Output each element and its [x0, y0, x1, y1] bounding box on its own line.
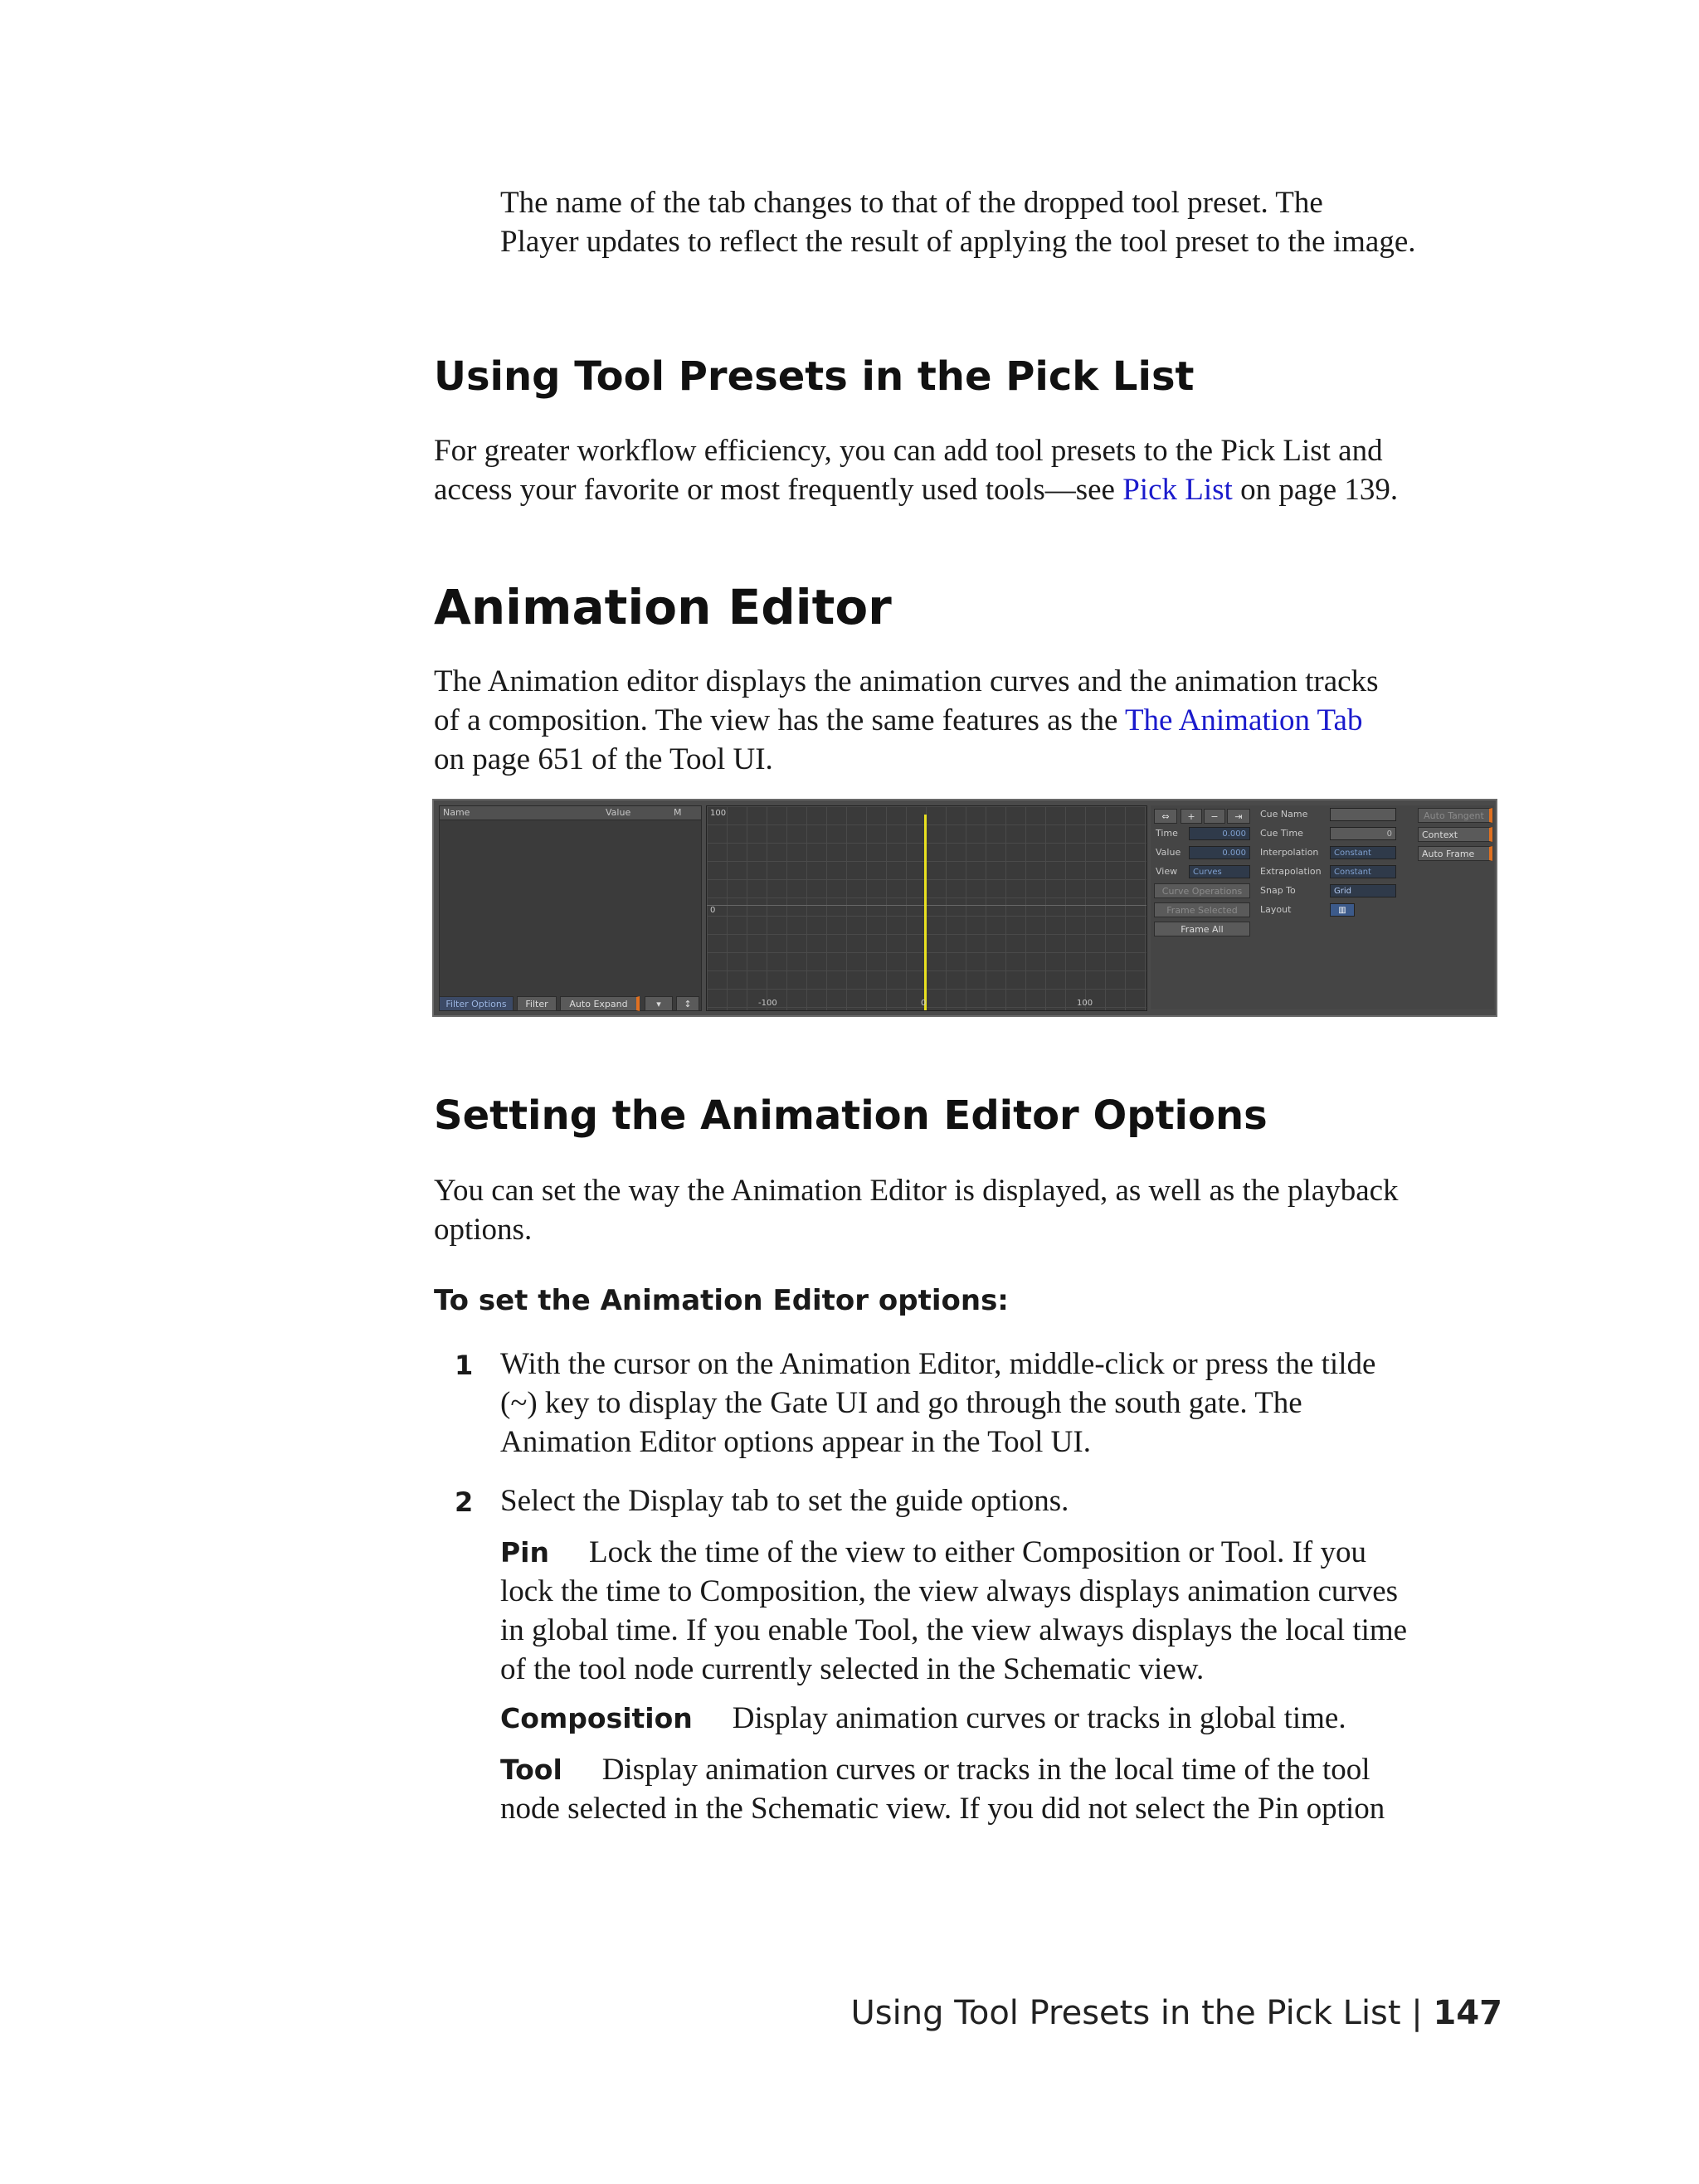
graph-x-axis [707, 905, 1146, 906]
section3-paragraph [434, 1171, 1399, 1249]
section3-line-1: You can set the way the Animation Editor is displayed, as well as the playback [434, 1174, 1399, 1208]
composition-text: Display animation curves or tracks in global time. [732, 1701, 1346, 1735]
tool-line-2: node selected in the Schematic view. If you did not select the Pin option [500, 1792, 1385, 1826]
section1-line-2-pre: access your favorite or most frequently used tools—see [434, 473, 1123, 507]
list-header-name[interactable]: Name [443, 807, 470, 818]
list-header-m[interactable]: M [674, 807, 682, 818]
graph-label-x-right: 100 [1077, 999, 1093, 1008]
cue-name-field[interactable] [1330, 808, 1396, 821]
step-1-line-3: Animation Editor options appear in the Tool UI. [500, 1425, 1091, 1459]
filter-button[interactable]: Filter [517, 996, 557, 1011]
cue-name-label: Cue Name [1260, 809, 1308, 820]
scroll-icon[interactable]: ↕ [676, 996, 699, 1011]
step-2-text: Select the Display tab to set the guide options. [500, 1484, 1069, 1518]
pick-list-link[interactable]: Pick List [1122, 473, 1233, 507]
filter-options-button[interactable]: Filter Options [439, 996, 514, 1011]
step-1-text [500, 1345, 1375, 1462]
time-field[interactable]: 0.000 [1189, 827, 1250, 840]
animation-tab-link[interactable]: The Animation Tab [1124, 703, 1363, 737]
section1-line-1: For greater workflow efficiency, you can add tool presets to the Pick List and [434, 434, 1383, 468]
value-field[interactable]: 0.000 [1189, 846, 1250, 859]
pin-term: Pin [500, 1536, 549, 1569]
step-2-number: 2 [455, 1486, 474, 1518]
curve-operations-button[interactable]: Curve Operations [1154, 883, 1250, 898]
interpolation-label: Interpolation [1260, 847, 1319, 858]
pin-line-2: lock the time to Composition, the view always displays animation curves [500, 1574, 1399, 1608]
time-cursor[interactable] [924, 815, 927, 1010]
graph-label-y-mid: 0 [710, 906, 716, 915]
layout-icon[interactable]: ▥ [1330, 903, 1355, 917]
sort-icon[interactable]: ▾ [645, 996, 673, 1011]
section1-paragraph [434, 431, 1398, 509]
pin-line-1: Lock the time of the view to either Composition or Tool. If you [589, 1535, 1366, 1569]
cue-time-label: Cue Time [1260, 828, 1303, 839]
auto-tangent-button[interactable]: Auto Tangent [1418, 808, 1492, 823]
section3-line-2: options. [434, 1213, 533, 1247]
list-header [440, 806, 701, 820]
heading-setting-options: Setting the Animation Editor Options [434, 1092, 1268, 1139]
section2-paragraph [434, 662, 1379, 779]
view-label: View [1156, 866, 1178, 877]
graph-label-y-top: 100 [710, 809, 727, 818]
step-1-line-2: (~) key to display the Gate UI and go through the south gate. The [500, 1386, 1302, 1420]
list-header-value[interactable]: Value [606, 807, 631, 818]
auto-expand-button[interactable]: Auto Expand [560, 996, 640, 1011]
section1-line-2-post: on page 139. [1232, 473, 1399, 507]
frame-icon[interactable]: ⇥ [1227, 809, 1250, 824]
page-number: 147 [1433, 1994, 1502, 2032]
interpolation-field[interactable]: Constant [1330, 846, 1396, 859]
intro-line-1: The name of the tab changes to that of the dropped tool preset. The [500, 186, 1323, 220]
animation-editor-screenshot [432, 799, 1497, 1017]
zoom-out-icon[interactable]: − [1204, 809, 1225, 824]
cue-time-field[interactable]: 0 [1330, 827, 1396, 840]
snap-to-field[interactable]: Grid [1330, 884, 1396, 897]
composition-term: Composition [500, 1702, 693, 1734]
extrapolation-field[interactable]: Constant [1330, 865, 1396, 878]
step-1-line-1: With the cursor on the Animation Editor, middle-click or press the tilde [500, 1347, 1376, 1381]
section2-line-1: The Animation editor displays the animation curves and the animation tracks [434, 664, 1379, 698]
pin-option [500, 1533, 1407, 1689]
page-footer [851, 1994, 1502, 2032]
section2-line-3: on page 651 of the Tool UI. [434, 742, 773, 776]
intro-paragraph [500, 183, 1416, 261]
tool-option [500, 1750, 1385, 1828]
frame-selected-button[interactable]: Frame Selected [1154, 902, 1250, 917]
heading-animation-editor: Animation Editor [434, 579, 892, 635]
value-label: Value [1156, 847, 1181, 858]
frame-all-button[interactable]: Frame All [1154, 922, 1250, 936]
graph-label-x-left: -100 [758, 999, 777, 1008]
view-field[interactable]: Curves [1189, 865, 1250, 878]
channel-list-panel [439, 805, 702, 1011]
extrapolation-label: Extrapolation [1260, 866, 1322, 877]
zoom-in-icon[interactable]: + [1181, 809, 1202, 824]
graph-label-x-mid: 0 [921, 999, 927, 1008]
section2-line-2-pre: of a composition. The view has the same features as the [434, 703, 1125, 737]
step-1-number: 1 [455, 1350, 474, 1381]
layout-label: Layout [1260, 904, 1292, 915]
pin-line-4: of the tool node currently selected in the Schematic view. [500, 1652, 1205, 1686]
auto-frame-button[interactable]: Auto Frame [1418, 846, 1492, 861]
tool-line-1: Display animation curves or tracks in the local time of the tool [601, 1753, 1370, 1787]
pin-line-3: in global time. If you enable Tool, the view always displays the local time [500, 1613, 1408, 1647]
composition-option [500, 1699, 1346, 1738]
footer-title: Using Tool Presets in the Pick List [850, 1994, 1401, 2032]
tool-term: Tool [500, 1754, 562, 1786]
curve-graph[interactable] [706, 805, 1147, 1011]
zoom-fit-icon[interactable]: ⇔ [1154, 809, 1177, 824]
intro-line-2: Player updates to reflect the result of applying the tool preset to the image. [500, 225, 1416, 259]
procedure-title: To set the Animation Editor options: [434, 1284, 1009, 1317]
time-label: Time [1156, 828, 1178, 839]
heading-using-tool-presets: Using Tool Presets in the Pick List [434, 353, 1195, 400]
footer-separator: | [1400, 1994, 1434, 2032]
context-button[interactable]: Context [1418, 827, 1492, 842]
snap-to-label: Snap To [1260, 885, 1296, 896]
